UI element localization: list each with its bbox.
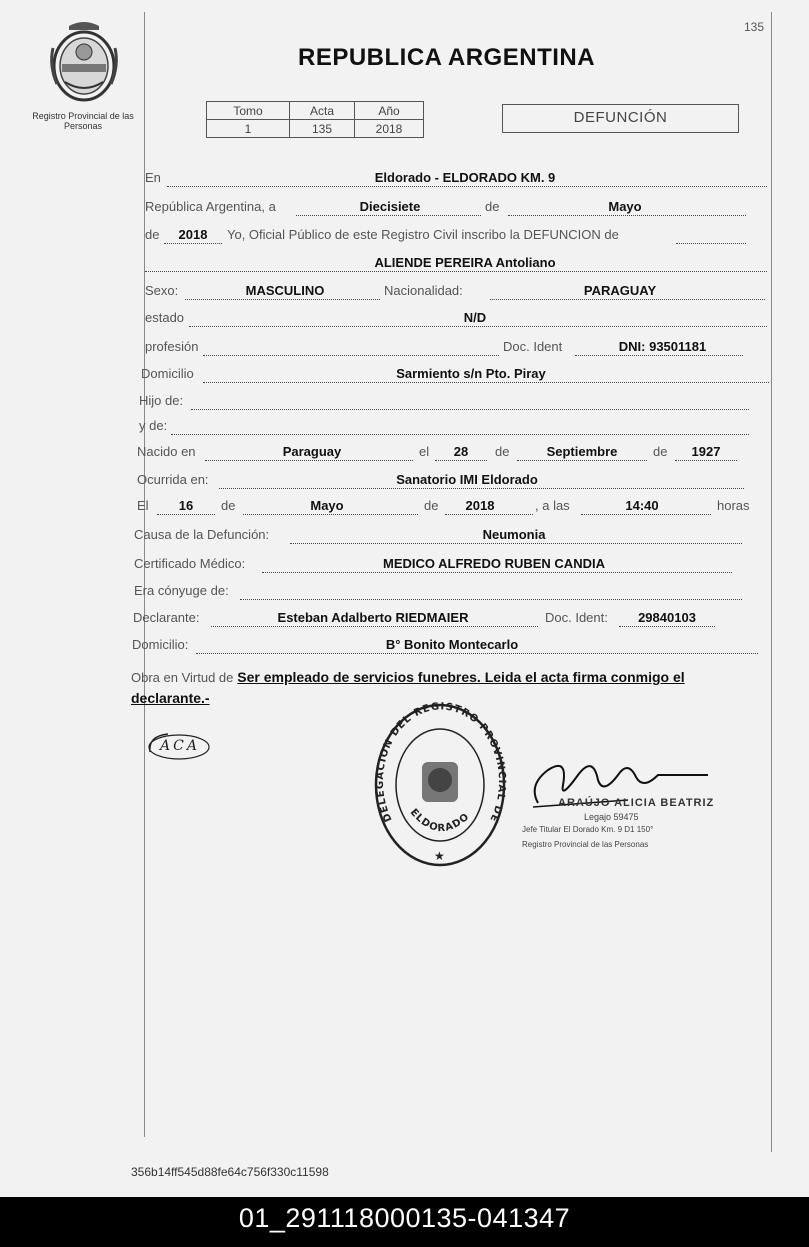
- document-title: REPUBLICA ARGENTINA: [298, 44, 596, 71]
- registry-stamp: [370, 700, 510, 870]
- value-def-mes: Mayo: [310, 498, 344, 513]
- signatory-name: ARAÚJO ALICIA BEATRIZ: [558, 797, 715, 809]
- document-hash: 356b14ff545d88fe64c756f330c11598: [131, 1165, 329, 1179]
- row-causa: [134, 527, 770, 547]
- label-hijo-de: Hijo de:: [139, 393, 184, 408]
- table-value-row: [207, 120, 424, 138]
- label-domicilio: Domicilio:: [132, 637, 189, 652]
- value-dia: Diecisiete: [359, 199, 421, 214]
- row-fecha-defuncion: [137, 498, 770, 518]
- label-certificado: Certificado Médico:: [134, 556, 246, 571]
- stamp-outer-textpath: DELEGACION DEL REGISTRO PROVINCIAL DE: [374, 701, 508, 825]
- label-conyuge: Era cónyuge de:: [134, 583, 229, 598]
- value-ocurrida: Sanatorio IMI Eldorado: [396, 472, 538, 487]
- value-domicilio: Sarmiento s/n Pto. Piray: [396, 366, 546, 381]
- value-nacido-anio: 1927: [691, 444, 721, 459]
- label-horas: horas: [717, 498, 750, 513]
- label-de: de: [145, 227, 160, 242]
- row-fecha-acta: [145, 199, 770, 219]
- row-hijo-de: [139, 393, 770, 413]
- svg-text:★: ★: [434, 849, 445, 863]
- row-lugar: [145, 170, 770, 190]
- value-nacido-dia: 28: [453, 444, 469, 459]
- initials-mark: [146, 730, 212, 762]
- label-obra: Obra en Virtud de: [131, 670, 234, 685]
- value-declarante: Esteban Adalberto RIEDMAIER: [277, 610, 469, 625]
- value-def-hora: 14:40: [625, 498, 659, 513]
- row-conyuge: [134, 583, 770, 603]
- value-lugar: Eldorado - ELDORADO KM. 9: [374, 170, 556, 185]
- label-de: de: [424, 498, 439, 513]
- row-profesion: [145, 339, 770, 359]
- label-declarante: Declarante:: [133, 610, 200, 625]
- label-republica: República Argentina, a: [145, 199, 276, 214]
- dotted-line: [240, 583, 742, 600]
- page-number: 135: [744, 20, 765, 34]
- coat-of-arms-icon: [47, 18, 121, 104]
- label-profesion: profesión: [145, 339, 199, 354]
- header-tomo: Tomo: [207, 102, 290, 120]
- table-header-row: [207, 102, 424, 120]
- value-obra-line2: declarante.-: [131, 690, 210, 706]
- label-causa: Causa de la Defunción:: [134, 527, 270, 542]
- label-el: El: [137, 498, 149, 513]
- row-inscribe: [145, 227, 770, 247]
- right-margin-line: [771, 12, 772, 1152]
- value-anio: 2018: [355, 120, 424, 138]
- label-y-de: y de:: [139, 418, 168, 433]
- registry-label: Registro Provincial de las Personas: [32, 111, 134, 131]
- label-sexo: Sexo:: [145, 283, 179, 298]
- label-de: de: [495, 444, 510, 459]
- label-doc-ident: Doc. Ident: [503, 339, 563, 354]
- value-obra-line1: Ser empleado de servicios funebres. Leida el acta firma conmigo el: [237, 669, 685, 685]
- footer-bar: [0, 1197, 809, 1247]
- record-index-table: [206, 101, 424, 138]
- label-en: En: [145, 170, 161, 185]
- header-acta: Acta: [290, 102, 355, 120]
- value-certificado: MEDICO ALFREDO RUBEN CANDIA: [383, 556, 605, 571]
- initials-text: ACA: [160, 738, 200, 754]
- value-dni: DNI: 93501181: [618, 339, 707, 354]
- dotted-line: [191, 393, 749, 410]
- row-domicilio-declarante: [132, 637, 770, 657]
- value-acta: 135: [290, 120, 355, 138]
- row-nacido: [137, 444, 770, 464]
- label-de: de: [653, 444, 668, 459]
- signatory-legajo: Legajo 59475: [584, 812, 639, 822]
- label-de: de: [221, 498, 236, 513]
- label-estado: estado: [145, 310, 185, 325]
- stamp-inner-textpath: ELDORADO: [407, 806, 472, 835]
- value-anio: 2018: [178, 227, 208, 242]
- value-declarante-domicilio: B° Bonito Montecarlo: [385, 637, 519, 652]
- value-mes: Mayo: [608, 199, 642, 214]
- row-domicilio: [141, 366, 770, 386]
- label-nacionalidad: Nacionalidad:: [384, 283, 463, 298]
- label-a-las: , a las: [535, 498, 570, 513]
- value-nombre: ALIENDE PEREIRA Antoliano: [374, 255, 556, 270]
- record-type-box: DEFUNCIÓN: [502, 104, 739, 133]
- signature: [518, 745, 748, 860]
- label-de: de: [485, 199, 500, 214]
- value-sexo: MASCULINO: [245, 283, 325, 298]
- row-y-de: [139, 418, 770, 438]
- dotted-line: [676, 227, 746, 244]
- value-nacionalidad: PARAGUAY: [583, 283, 657, 298]
- value-declarante-doc: 29840103: [638, 610, 696, 625]
- value-causa: Neumonia: [482, 527, 546, 542]
- signatory-line1: Jefe Titular El Dorado Km. 9 D1 150°: [522, 825, 654, 834]
- row-sexo: [145, 283, 770, 303]
- value-tomo: 1: [207, 120, 290, 138]
- row-nombre: [145, 255, 770, 275]
- label-doc-ident: Doc. Ident:: [545, 610, 608, 625]
- header-anio: Año: [355, 102, 424, 120]
- label-domicilio: Domicilio: [141, 366, 194, 381]
- dotted-line: [203, 339, 499, 356]
- label-el: el: [419, 444, 430, 459]
- signatory-line2: Registro Provincial de las Personas: [522, 840, 649, 849]
- row-ocurrida: [137, 472, 770, 492]
- dotted-line: [171, 418, 749, 435]
- row-declarante: [133, 610, 770, 630]
- value-nacido-lugar: Paraguay: [282, 444, 342, 459]
- footer-id: 01_291118000135-041347: [238, 1203, 571, 1233]
- label-nacido-en: Nacido en: [137, 444, 196, 459]
- label-inscribe: Yo, Oficial Público de este Registro Civil inscribo la DEFUNCION de: [227, 227, 619, 242]
- value-nacido-mes: Septiembre: [546, 444, 618, 459]
- value-estado: N/D: [463, 310, 487, 325]
- value-def-anio: 2018: [465, 498, 495, 513]
- row-estado: [145, 310, 770, 330]
- value-def-dia: 16: [178, 498, 194, 513]
- row-certificado: [134, 556, 770, 576]
- label-ocurrida-en: Ocurrida en:: [137, 472, 209, 487]
